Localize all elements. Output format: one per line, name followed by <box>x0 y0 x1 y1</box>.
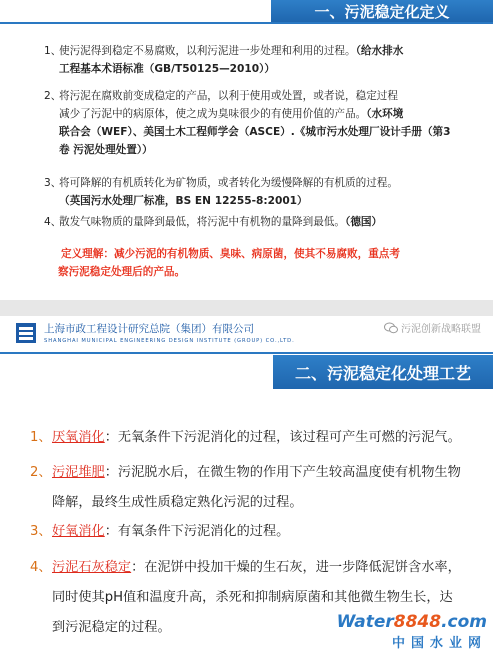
process-name: 污泥堆肥 <box>52 465 105 480</box>
process-item-line <box>30 557 461 579</box>
wechat-icon <box>384 322 398 334</box>
definition-item-line <box>44 141 451 159</box>
definition-item-line <box>44 213 382 231</box>
organization-name-cn: 上海市政工程设计研究总院（集团）有限公司 <box>44 323 254 335</box>
item-number: 1、 <box>44 45 62 57</box>
definition-item <box>44 87 451 159</box>
process-item-line <box>30 427 461 449</box>
item-number: 3、 <box>44 177 62 189</box>
process-item-line: 同时使其pH值和温度升高，杀死和抑制病原菌和其他微生物生长，达 <box>52 590 453 605</box>
source-citation: （水环境 <box>366 108 404 120</box>
source-citation: 联合会（WEF）、美国土木工程师学会（ASCE）.《城市污水处理厂设计手册（第3 <box>59 126 451 138</box>
header-rule <box>0 352 493 354</box>
process-item-line: 到污泥稳定的过程。 <box>52 620 171 635</box>
definition-understanding-line: 定义理解：减少污泥的有机物质、臭味、病原菌，使其不易腐败，重点考 <box>61 248 400 260</box>
process-name: 污泥石灰稳定 <box>52 560 132 575</box>
definition-item-line <box>44 42 403 60</box>
process-description: ：污泥脱水后，在微生物的作用下产生较高温度使有机物生物 <box>104 465 461 480</box>
title-underline <box>0 22 493 24</box>
slide-stabilization-processes <box>0 316 493 657</box>
definition-item <box>44 42 403 78</box>
definition-text: 散发气味物质的量降到最低，将污泥中有机物的量降到最低。 <box>59 216 346 228</box>
process-item-line <box>30 462 461 484</box>
process-item <box>30 462 461 522</box>
slide-stabilization-definition <box>0 0 493 300</box>
definition-text: 减少了污泥中的病原体，使之成为臭味很少的有使用价值的产品。 <box>59 108 367 120</box>
process-description: ：有氧条件下污泥消化的过程。 <box>104 524 290 539</box>
process-item <box>30 427 461 457</box>
source-citation: （给水排水 <box>355 45 404 57</box>
process-description: ：在泥饼中投加干燥的生石灰，进一步降低泥饼含水率， <box>131 560 461 575</box>
definition-text: 将可降解的有机质转化为矿物质，或者转化为缓慢降解的有机质的过程。 <box>59 177 398 189</box>
section-title-processes: 二、污泥稳定化处理工艺 <box>273 355 493 389</box>
definition-item-line <box>44 192 398 210</box>
watermark-domain: .com <box>441 612 487 632</box>
definition-item-line <box>44 87 451 105</box>
source-citation: 工程基本术语标准（GB/T50125—2010）） <box>59 63 276 75</box>
watermark-number: 8848 <box>393 612 442 632</box>
process-number: 1、 <box>30 430 52 445</box>
item-number: 2、 <box>44 90 62 102</box>
process-number: 3、 <box>30 524 52 539</box>
definition-item-line <box>44 105 451 123</box>
process-number: 2、 <box>30 465 52 480</box>
process-name: 好氧消化 <box>52 524 105 539</box>
organization-name-en: SHANGHAI MUNICIPAL ENGINEERING DESIGN INSTITUTE (GROUP) CO.,LTD. <box>44 338 295 344</box>
smedi-logo-icon <box>16 323 36 343</box>
definition-item-line <box>44 174 398 192</box>
process-number: 4、 <box>30 560 52 575</box>
definition-item-line <box>44 123 451 141</box>
process-item <box>30 521 289 551</box>
wechat-account-name: 污泥创新战略联盟 <box>401 324 481 335</box>
source-citation: （德国） <box>345 216 383 228</box>
water8848-watermark <box>337 612 487 651</box>
process-description: ：无氧条件下污泥消化的过程，该过程可产生可燃的污泥气。 <box>104 430 461 445</box>
process-item-line: 降解，最终生成性质稳定熟化污泥的过程。 <box>52 495 303 510</box>
item-number: 4、 <box>44 216 62 228</box>
definition-item-line <box>44 60 403 78</box>
process-name: 厌氧消化 <box>52 430 105 445</box>
source-citation: （英国污水处理厂标准，BS EN 12255-8:2001） <box>59 195 308 207</box>
watermark-cn: 中国水业网 <box>391 636 487 651</box>
watermark-word: Water <box>336 612 394 632</box>
definition-understanding <box>58 245 400 281</box>
definition-text: 使污泥得到稳定不易腐败，以利污泥进一步处理和利用的过程。 <box>59 45 356 57</box>
definition-understanding-line: 察污泥稳定处理后的产品。 <box>58 266 186 278</box>
slide-divider <box>0 300 493 316</box>
wechat-account <box>384 320 481 335</box>
definition-item <box>44 174 398 210</box>
section-title-definition: 一、污泥稳定化定义 <box>271 0 493 22</box>
definition-item <box>44 213 382 231</box>
process-item-line <box>30 521 289 543</box>
definition-text: 将污泥在腐败前变成稳定的产品，以利于使用或处置，或者说，稳定过程 <box>59 90 398 102</box>
source-citation: 卷 污泥处理处置）） <box>59 144 153 156</box>
